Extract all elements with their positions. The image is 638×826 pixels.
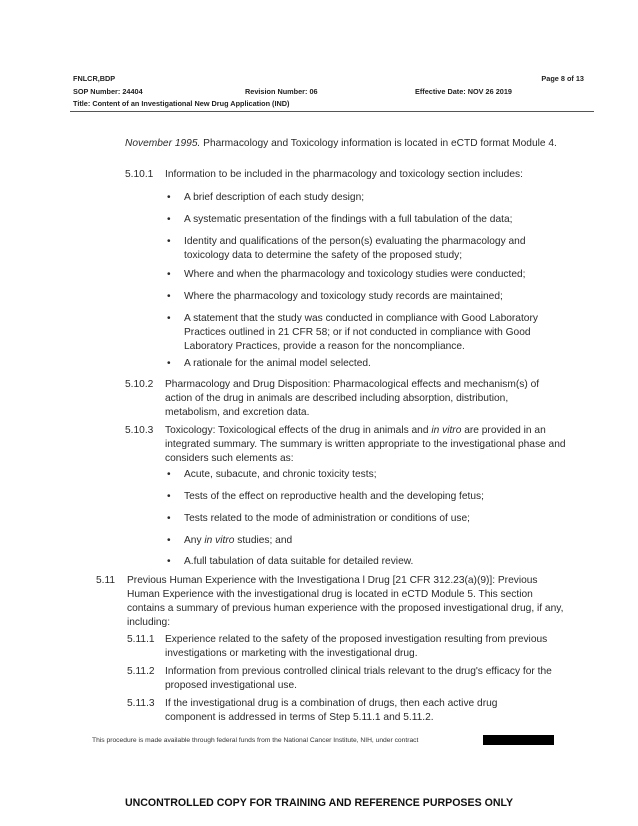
bullet-glyph: • (167, 556, 171, 567)
document-title: Title: Content of an Investigational New Drug Application (IND) (73, 99, 290, 108)
section-text-5-11-2: Information from previous controlled clinical trials relevant to the drug's efficacy for the proposed investigational use. (165, 666, 552, 691)
bullet-glyph: • (167, 236, 171, 247)
page-number: Page 8 of 13 (541, 74, 584, 83)
org-name: FNLCR,BDP (73, 74, 116, 83)
section-text-5-11-3: If the investigational drug is a combination of drugs, then each active drug component is addressed in terms of Step 5.11.1 and 5.11.2. (165, 698, 498, 723)
redaction-bar (483, 735, 554, 745)
bullet-item (184, 534, 574, 548)
section-text-5-10-1: Information to be included in the pharmacology and toxicology section includes: (165, 169, 523, 180)
section-text-5-11-1: Experience related to the safety of the proposed investigation resulting from previous investigations or marketing with the investigational drug. (165, 634, 548, 659)
sop-number: SOP Number: 24404 (73, 87, 143, 96)
bullet-item: Where and when the pharmacology and toxicology studies were conducted; (184, 269, 526, 280)
toxicology-text-b: are provided in an integrated summary. The summary is written appropriate to the investigational phase and considers such elements as: (165, 425, 566, 464)
section-number-5-11-2: 5.11.2 (127, 666, 155, 677)
bullet-item: Tests related to the mode of administration or conditions of use; (184, 513, 470, 524)
bullet-item: A brief description of each study design; (184, 192, 365, 203)
bullet-glyph: • (167, 535, 171, 546)
bullet-glyph: • (167, 313, 171, 324)
section-number-5-11-1: 5.11.1 (127, 634, 155, 645)
bullet-glyph: • (167, 513, 171, 524)
bullet-item: Where the pharmacology and toxicology study records are maintained; (184, 291, 503, 302)
section-number-5-11: 5.11 (96, 575, 116, 586)
bullet-item: Tests of the effect on reproductive health and the developing fetus; (184, 491, 484, 502)
bullet-text: studies; and (234, 535, 293, 546)
revision-number: Revision Number: 06 (245, 87, 318, 96)
bullet-item: A rationale for the animal model selected. (184, 358, 371, 369)
toxicology-text-a: Toxicology: Toxicological effects of the drug in animals and (165, 425, 432, 436)
bullet-glyph: • (167, 358, 171, 369)
bullet-item: Acute, subacute, and chronic toxicity tests; (184, 469, 377, 480)
bullet-italic: in vitro (204, 535, 235, 546)
section-number-5-10-3: 5.10.3 (125, 425, 154, 436)
bullet-glyph: • (167, 491, 171, 502)
toxicology-italic: in vitro (431, 425, 462, 436)
bullet-item: A systematic presentation of the findings with a full tabulation of the data; (184, 214, 513, 225)
bullet-glyph: • (167, 192, 171, 203)
header-divider (70, 111, 594, 112)
bullet-item: A statement that the study was conducted in compliance with Good Laboratory Practices outlined in 21 CFR 58; or if not conducted in compliance with Good Laboratory Practices, provide a reason for the noncompliance. (184, 313, 538, 352)
effective-date: Effective Date: NOV 26 2019 (415, 87, 512, 96)
bullet-glyph: • (167, 469, 171, 480)
section-text-5-10-3 (165, 424, 570, 466)
section-number-5-10-2: 5.10.2 (125, 379, 154, 390)
uncontrolled-copy-banner: UNCONTROLLED COPY FOR TRAINING AND REFERENCE PURPOSES ONLY (124, 797, 514, 809)
section-text-5-10-2: Pharmacology and Drug Disposition: Pharmacological effects and mechanism(s) of action of the drug in animals are described including absorption, distribution, metabolism, and excretion data. (165, 379, 540, 418)
bullet-glyph: • (167, 269, 171, 280)
section-number-5-10-1: 5.10.1 (125, 169, 154, 180)
bullet-text: Any (184, 535, 205, 546)
section-text-5-11: Previous Human Experience with the Investigationa l Drug [21 CFR 312.23(a)(9)]: Previous Human Experience with the investigational drug is located in eCTD Module 5. This section contains a summary of previous human experience with the proposed investigational drug, if any, including: (127, 575, 564, 628)
section-number-5-11-3: 5.11.3 (127, 698, 155, 709)
bullet-item: A.full tabulation of data suitable for detailed review. (184, 556, 414, 567)
intro-paragraph (125, 137, 565, 151)
bullet-item: Identity and qualifications of the person(s) evaluating the pharmacology and toxicology data to determine the safety of the proposed study; (184, 236, 526, 261)
intro-italic-date: November 1995. (125, 138, 201, 149)
intro-text: Pharmacology and Toxicology information is located in eCTD format Module 4. (200, 138, 557, 149)
bullet-glyph: • (167, 214, 171, 225)
footer-note: This procedure is made available through federal funds from the National Cancer Institute, NIH, under contract (92, 737, 419, 744)
bullet-glyph: • (167, 291, 171, 302)
